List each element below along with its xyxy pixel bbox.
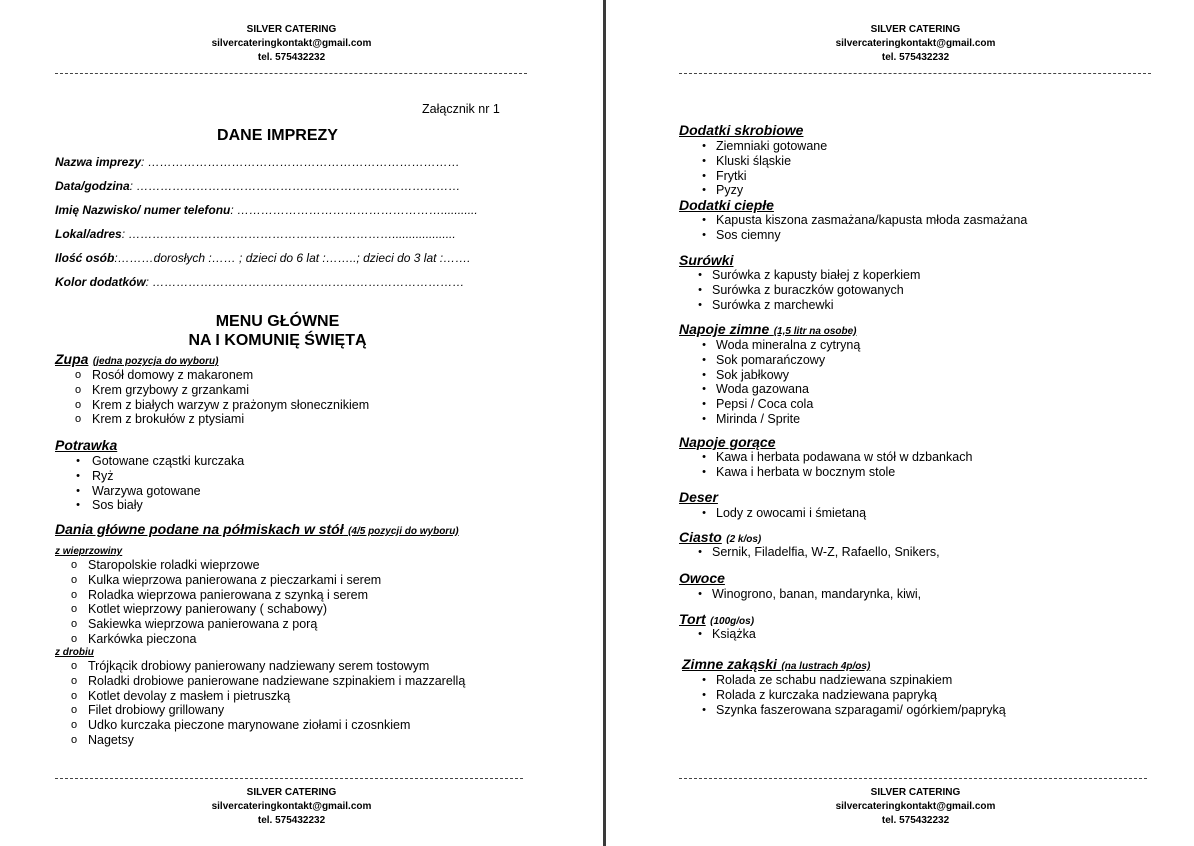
footer-divider — [679, 778, 1147, 779]
field-venue: Lokal/adres: …………………………………………………………................... — [55, 227, 456, 241]
company-phone: tel. 575432232 — [257, 815, 326, 826]
bullet-icon: • — [76, 469, 80, 482]
soup-list — [72, 368, 369, 427]
list-item: o Filet drobiowy grillowany — [68, 703, 465, 718]
company-phone: tel. 575432232 — [257, 52, 326, 63]
bullet-icon: • — [702, 451, 706, 463]
section-cold-snacks: Zimne zakąski (na lustrach 4p/os) — [682, 656, 871, 672]
list-item: • Frytki — [698, 169, 827, 184]
list-item: o Roladki drobiowe panierowane nadziewane szpinakiem i mazzarellą — [68, 674, 465, 689]
list-item: • Winogrono, banan, mandarynka, kiwi, — [694, 587, 921, 602]
bullet-icon: • — [76, 484, 80, 497]
list-item: • Kluski śląskie — [698, 154, 827, 169]
circle-bullet-icon: o — [70, 618, 78, 631]
list-item: o Kulka wieprzowa panierowana z pieczarkami i serem — [68, 573, 381, 588]
bullet-icon: • — [702, 228, 706, 241]
list-item: o Staropolskie roladki wieprzowe — [68, 558, 381, 573]
cold-snacks-list — [698, 673, 1006, 717]
bullet-icon: • — [702, 674, 706, 686]
bullet-icon: • — [702, 398, 706, 411]
footer-divider — [55, 778, 523, 779]
bullet-icon: • — [698, 588, 702, 600]
section-fruit: Owoce — [679, 570, 725, 586]
section-mains: Dania główne podane na półmiskach w stół (4/5 pozycji do wyboru) — [55, 521, 459, 537]
torte-list — [694, 627, 756, 642]
field-event-name: Nazwa imprezy: …………………………………………………………………… — [55, 155, 460, 169]
stew-list — [72, 454, 244, 513]
bullet-icon: • — [698, 546, 702, 558]
list-item: • Mirinda / Sprite — [698, 412, 860, 427]
list-item: • Sok pomarańczowy — [698, 353, 860, 368]
circle-bullet-icon: o — [70, 733, 78, 746]
field-guests: Ilość osób:………dorosłych :…… ; dzieci do 6 lat :……..; dzieci do 3 lat :……. — [55, 251, 471, 265]
bullet-icon: • — [702, 507, 706, 519]
company-name: SILVER CATERING — [870, 787, 961, 798]
page-header — [606, 23, 1194, 65]
field-contact: Imię Nazwisko/ numer telefonu: ……………………………………………........... — [55, 203, 478, 217]
circle-bullet-icon: o — [70, 573, 78, 586]
list-item: o Krem grzybowy z grzankami — [72, 383, 369, 398]
right-page — [606, 0, 1194, 846]
bullet-icon: • — [698, 283, 702, 296]
bullet-icon: • — [76, 455, 80, 467]
list-item: • Sok jabłkowy — [698, 368, 860, 383]
hot-drinks-list — [698, 450, 972, 480]
list-item: • Kapusta kiszona zasmażana/kapusta młoda zasmażana — [698, 213, 1027, 228]
circle-bullet-icon: o — [70, 660, 78, 672]
list-item: • Gotowane cząstki kurczaka — [72, 454, 244, 469]
salads-list — [694, 268, 920, 312]
bullet-icon: • — [702, 368, 706, 381]
poultry-subheading: z drobiu — [55, 647, 94, 658]
bullet-icon: • — [698, 269, 702, 281]
page-footer — [606, 786, 1194, 828]
bullet-icon: • — [702, 353, 706, 366]
bullet-icon: • — [702, 154, 706, 167]
circle-bullet-icon: o — [70, 689, 78, 702]
circle-bullet-icon: o — [70, 603, 78, 616]
list-item: o Udko kurczaka pieczone marynowane ziołami i czosnkiem — [68, 718, 465, 733]
list-item: • Szynka faszerowana szparagami/ ogórkiem/papryką — [698, 703, 1006, 718]
circle-bullet-icon: o — [74, 383, 82, 396]
company-email: silvercateringkontakt@gmail.com — [211, 801, 372, 812]
starch-list — [698, 139, 827, 198]
circle-bullet-icon: o — [70, 559, 78, 571]
list-item: • Rolada z kurczaka nadziewana papryką — [698, 688, 1006, 703]
page-header — [0, 23, 583, 65]
section-hot-sides: Dodatki ciepłe — [679, 197, 774, 213]
field-date: Data/godzina: ……………………………………………………………………… — [55, 179, 461, 193]
list-item: • Książka — [694, 627, 756, 642]
bullet-icon: • — [702, 412, 706, 425]
list-item: • Surówka z buraczków gotowanych — [694, 283, 920, 298]
pork-list — [68, 558, 381, 647]
section-soup: Zupa (jedna pozycja do wyboru) — [55, 351, 219, 367]
company-phone: tel. 575432232 — [881, 52, 950, 63]
circle-bullet-icon: o — [70, 719, 78, 732]
list-item: • Lody z owocami i śmietaną — [698, 506, 866, 521]
bullet-icon: • — [702, 140, 706, 152]
bullet-icon: • — [702, 169, 706, 182]
list-item: o Karkówka pieczona — [68, 632, 381, 647]
menu-title-2: NA I KOMUNIĘ ŚWIĘTĄ — [188, 332, 367, 349]
list-item: • Pyzy — [698, 183, 827, 198]
menu-title-1: MENU GŁÓWNE — [215, 313, 340, 330]
circle-bullet-icon: o — [74, 413, 82, 426]
pork-subheading: z wieprzowiny — [55, 546, 123, 557]
circle-bullet-icon: o — [70, 632, 78, 645]
field-color: Kolor dodatków: …………………………………………………………………… — [55, 275, 465, 289]
bullet-icon: • — [702, 383, 706, 396]
list-item: o Krem z brokułów z ptysiami — [72, 412, 369, 427]
list-item: • Surówka z kapusty białej z koperkiem — [694, 268, 920, 283]
company-email: silvercateringkontakt@gmail.com — [211, 38, 372, 49]
list-item: o Sakiewka wieprzowa panierowana z porą — [68, 617, 381, 632]
section-cake: Ciasto (2 k/os) — [679, 529, 762, 545]
list-item: o Krem z białych warzyw z prażonym słonecznikiem — [72, 398, 369, 413]
hot-sides-list — [698, 213, 1027, 243]
list-item: • Surówka z marchewki — [694, 298, 920, 313]
cold-drinks-list — [698, 338, 860, 427]
list-item: o Kotlet devolay z masłem i pietruszką — [68, 689, 465, 704]
dessert-list — [698, 506, 866, 521]
bullet-icon: • — [702, 703, 706, 716]
bullet-icon: • — [702, 465, 706, 478]
section-cold-drinks: Napoje zimne (1,5 litr na osobe) — [679, 321, 857, 337]
bullet-icon: • — [702, 688, 706, 701]
fruit-list — [694, 587, 921, 602]
poultry-list — [68, 659, 465, 748]
list-item: • Sos biały — [72, 498, 244, 513]
bullet-icon: • — [76, 499, 80, 512]
event-title: DANE IMPREZY — [217, 127, 338, 144]
company-email: silvercateringkontakt@gmail.com — [835, 801, 996, 812]
page-footer — [0, 786, 583, 828]
cake-list — [694, 545, 940, 560]
circle-bullet-icon: o — [70, 704, 78, 717]
section-stew: Potrawka — [55, 437, 118, 453]
section-dessert: Deser — [679, 489, 718, 505]
section-starch: Dodatki skrobiowe — [679, 122, 804, 138]
bullet-icon: • — [698, 628, 702, 640]
list-item: • Woda mineralna z cytryną — [698, 338, 860, 353]
list-item: • Kawa i herbata w bocznym stole — [698, 465, 972, 480]
list-item: o Rosół domowy z makaronem — [72, 368, 369, 383]
list-item: o Roladka wieprzowa panierowana z szynką i serem — [68, 588, 381, 603]
section-hot-drinks: Napoje gorące — [679, 434, 776, 450]
list-item: • Woda gazowana — [698, 382, 860, 397]
list-item: • Warzywa gotowane — [72, 484, 244, 499]
company-name: SILVER CATERING — [246, 24, 337, 35]
section-torte: Tort (100g/os) — [679, 611, 755, 627]
list-item: • Ziemniaki gotowane — [698, 139, 827, 154]
list-item: • Kawa i herbata podawana w stół w dzbankach — [698, 450, 972, 465]
company-name: SILVER CATERING — [246, 787, 337, 798]
bullet-icon: • — [698, 298, 702, 311]
list-item: • Sos ciemny — [698, 228, 1027, 243]
attachment-label: Załącznik nr 1 — [422, 102, 500, 116]
list-item: • Sernik, Filadelfia, W-Z, Rafaello, Snikers, — [694, 545, 940, 560]
list-item: o Trójkącik drobiowy panierowany nadziewany serem tostowym — [68, 659, 465, 674]
list-item: • Ryż — [72, 469, 244, 484]
section-salads: Surówki — [679, 252, 734, 268]
list-item: o Kotlet wieprzowy panierowany ( schabowy) — [68, 602, 381, 617]
bullet-icon: • — [702, 339, 706, 351]
list-item: o Nagetsy — [68, 733, 465, 748]
circle-bullet-icon: o — [70, 674, 78, 687]
company-phone: tel. 575432232 — [881, 815, 950, 826]
circle-bullet-icon: o — [74, 369, 82, 381]
circle-bullet-icon: o — [70, 588, 78, 601]
list-item: • Rolada ze schabu nadziewana szpinakiem — [698, 673, 1006, 688]
bullet-icon: • — [702, 184, 706, 197]
header-divider — [679, 73, 1151, 74]
list-item: • Pepsi / Coca cola — [698, 397, 860, 412]
circle-bullet-icon: o — [74, 398, 82, 411]
company-name: SILVER CATERING — [870, 24, 961, 35]
bullet-icon: • — [702, 214, 706, 226]
company-email: silvercateringkontakt@gmail.com — [835, 38, 996, 49]
header-divider — [55, 73, 527, 74]
